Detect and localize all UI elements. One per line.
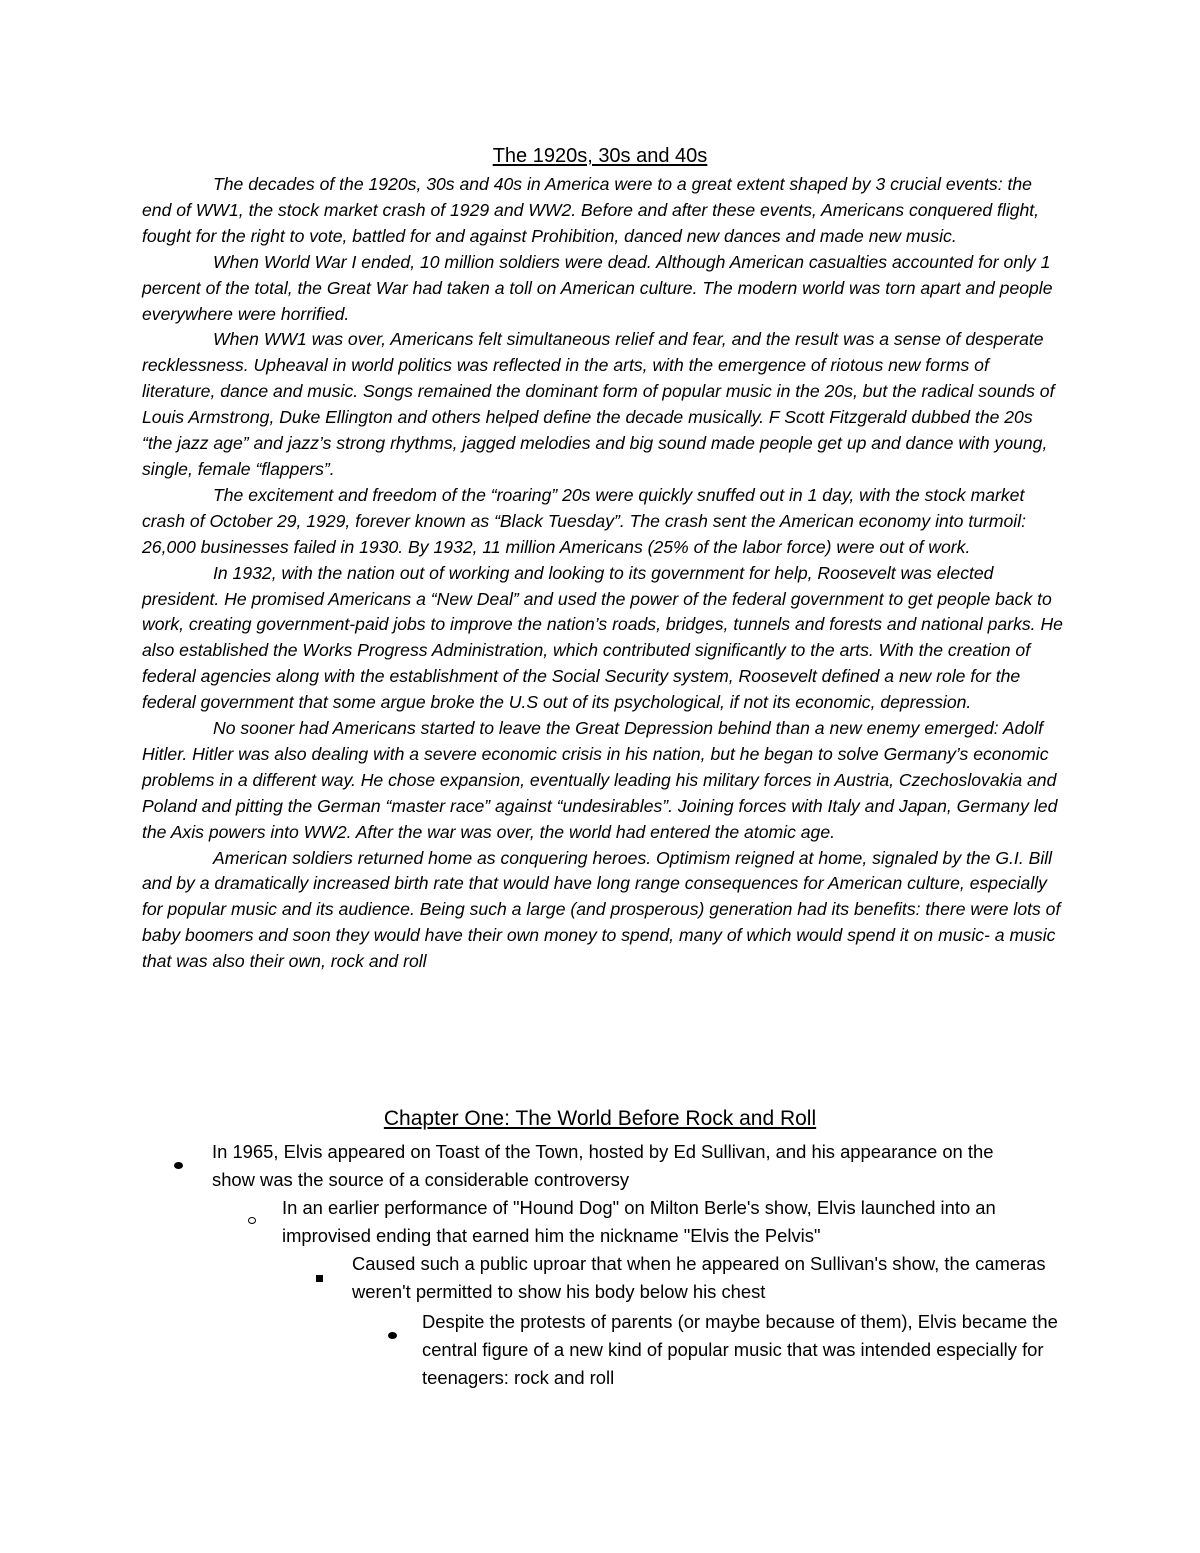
bullet-level-3 <box>352 1250 1062 1306</box>
filled-bullet-icon <box>174 1149 183 1177</box>
essay-paragraph: American soldiers returned home as conquering heroes. Optimism reigned at home, signaled by the G.I. Bill and by a dramatically increased birth rate that would have long range consequences for American culture, especially for popular music and its audience. Being such a large (and prosperous) generation had its benefits: there were lots of baby boomers and soon they would have their own money to spend, many of which would spend it on music- a music that was also their own, rock and roll <box>142 847 1061 972</box>
bullet-text: Despite the protests of parents (or maybe because of them), Elvis became the central figure of a new kind of popular music that was intended especially for teenagers: rock and roll <box>422 1311 1058 1388</box>
chapter-title: Chapter One: The World Before Rock and Roll <box>383 1107 817 1130</box>
essay-paragraph: When World War I ended, 10 million soldiers were dead. Although American casualties accounted for only 1 percent of the total, the Great War had taken a toll on American culture. The modern world was torn apart and people everywhere were horrified. <box>142 251 1053 324</box>
bullet-level-2 <box>282 1194 1062 1250</box>
essay-paragraph: No sooner had Americans started to leave the Great Depression behind than a new enemy emerged: Adolf Hitler. Hitler was also dealing with a severe economic crisis in his nation, but he began to solve Germany’s economic problems in a different way. He chose expansion, eventually leading his military forces in Austria, Czechoslovakia and Poland and pitting the German “master race” against “undesirables”. Joining forces with Italy and Japan, Germany led the Axis powers into WW2. After the war was over, the world had entered the atomic age. <box>142 718 1058 842</box>
document-title: The 1920s, 30s and 40s <box>492 145 708 167</box>
essay-paragraph: The excitement and freedom of the “roaring” 20s were quickly snuffed out in 1 day, with the stock market crash of October 29, 1929, forever known as “Black Tuesday”. The crash sent the American economy into turmoil: 26,000 businesses failed in 1930. By 1932, 11 million Americans (25% of the labor force) were out of work. <box>142 484 1026 557</box>
bullet-text: In an earlier performance of "Hound Dog" on Milton Berle's show, Elvis launched into an improvised ending that earned him the nickname "Elvis the Pelvis" <box>282 1197 996 1246</box>
essay-paragraph: The decades of the 1920s, 30s and 40s in America were to a great extent shaped by 3 crucial events: the end of WW1, the stock market crash of 1929 and WW2. Before and after these events, Americans conquered flight, fought for the right to vote, battled for and against Prohibition, danced new dances and made new music. <box>142 174 1040 246</box>
hollow-bullet-icon <box>248 1204 256 1232</box>
bullet-level-4 <box>422 1308 1072 1392</box>
bullet-level-1 <box>212 1138 1002 1194</box>
square-bullet-icon <box>316 1262 323 1290</box>
essay-body <box>142 172 1064 975</box>
essay-paragraph: In 1932, with the nation out of working and looking to its government for help, Roosevelt was elected president. He promised Americans a “New Deal” and used the power of the federal government to get people back to work, creating government-paid jobs to improve the nation’s roads, bridges, tunnels and forests and national parks. He also established the Works Progress Administration, which contributed significantly to the arts. With the creation of federal agencies along with the establishment of the Social Security system, Roosevelt defined a new role for the federal government that some argue broke the U.S out of its psychological, if not its economic, depression. <box>142 562 1063 713</box>
bullet-text: In 1965, Elvis appeared on Toast of the Town, hosted by Ed Sullivan, and his appearance on the show was the source of a considerable controversy <box>212 1141 994 1190</box>
filled-bullet-icon <box>388 1319 397 1347</box>
bullet-text: Caused such a public uproar that when he appeared on Sullivan's show, the cameras weren't permitted to show his body below his chest <box>352 1253 1046 1302</box>
essay-paragraph: When WW1 was over, Americans felt simultaneous relief and fear, and the result was a sense of desperate recklessness. Upheaval in world politics was reflected in the arts, with the emergence of riotous new forms of literature, dance and music. Songs remained the dominant form of popular music in the 20s, but the radical sounds of Louis Armstrong, Duke Ellington and others helped define the decade musically. F Scott Fitzgerald dubbed the 20s “the jazz age” and jazz’s strong rhythms, jagged melodies and big sound made people get up and dance with young, single, female “flappers”. <box>142 329 1055 479</box>
